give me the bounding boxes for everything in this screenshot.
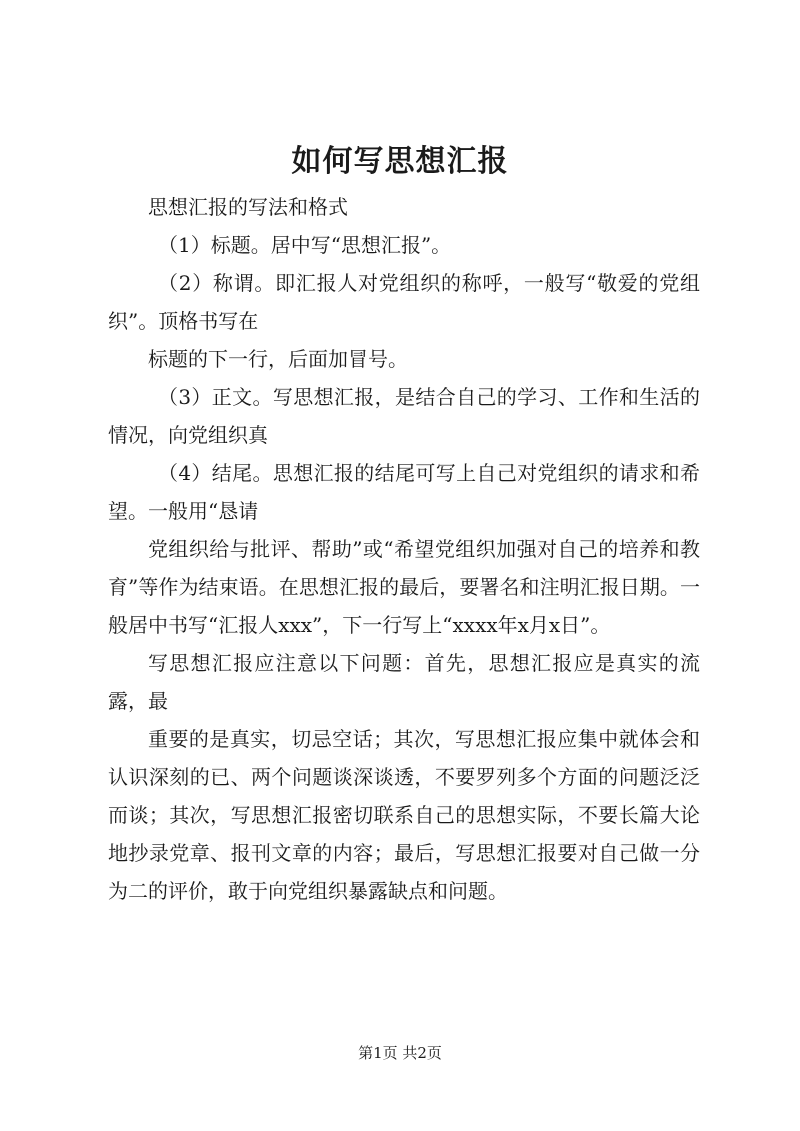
paragraph-body-item: （3）正文。写思想汇报，是结合自己的学习、工作和生活的情况，向党组织真 [108,385,700,447]
paragraph-notes-cont: 重要的是真实，切忌空话；其次，写思想汇报应集中就体会和认识深刻的已、两个问题谈深谈透，不要罗列多个方面的问题泛泛而谈；其次，写思想汇报密切联系自己的思想实际，不要长篇大论地抄录党章、报刊文章的内容；最后，写思想汇报要对自己做一分为二的评价，敢于向党组织暴露缺点和问题。 [108,727,700,903]
paragraph-salutation-item: （2）称谓。即汇报人对党组织的称呼，一般写“敬爱的党组织”。顶格书写在 [108,271,700,333]
paragraph-salutation-cont: 标题的下一行，后面加冒号。 [148,347,408,371]
paragraph-heading: 思想汇报的写法和格式 [148,195,348,219]
document-body [108,188,700,910]
paragraph-ending-item: （4）结尾。思想汇报的结尾可写上自己对党组织的请求和希望。一般用“恳请 [108,461,700,523]
paragraph-ending-cont: 党组织给与批评、帮助”或“希望党组织加强对自己的培养和教育”等作为结束语。在思想汇报的最后，要署名和注明汇报日期。一般居中书写“汇报人xxx”，下一行写上“xxxx年x月x日”。 [108,537,700,637]
paragraph-notes: 写思想汇报应注意以下问题：首先，思想汇报应是真实的流露，最 [108,651,700,713]
paragraph-title-item: （1）标题。居中写“思想汇报”。 [158,233,452,257]
page-number-footer: 第1页 共2页 [358,1044,442,1062]
document-title: 如何写思想汇报 [291,144,509,179]
